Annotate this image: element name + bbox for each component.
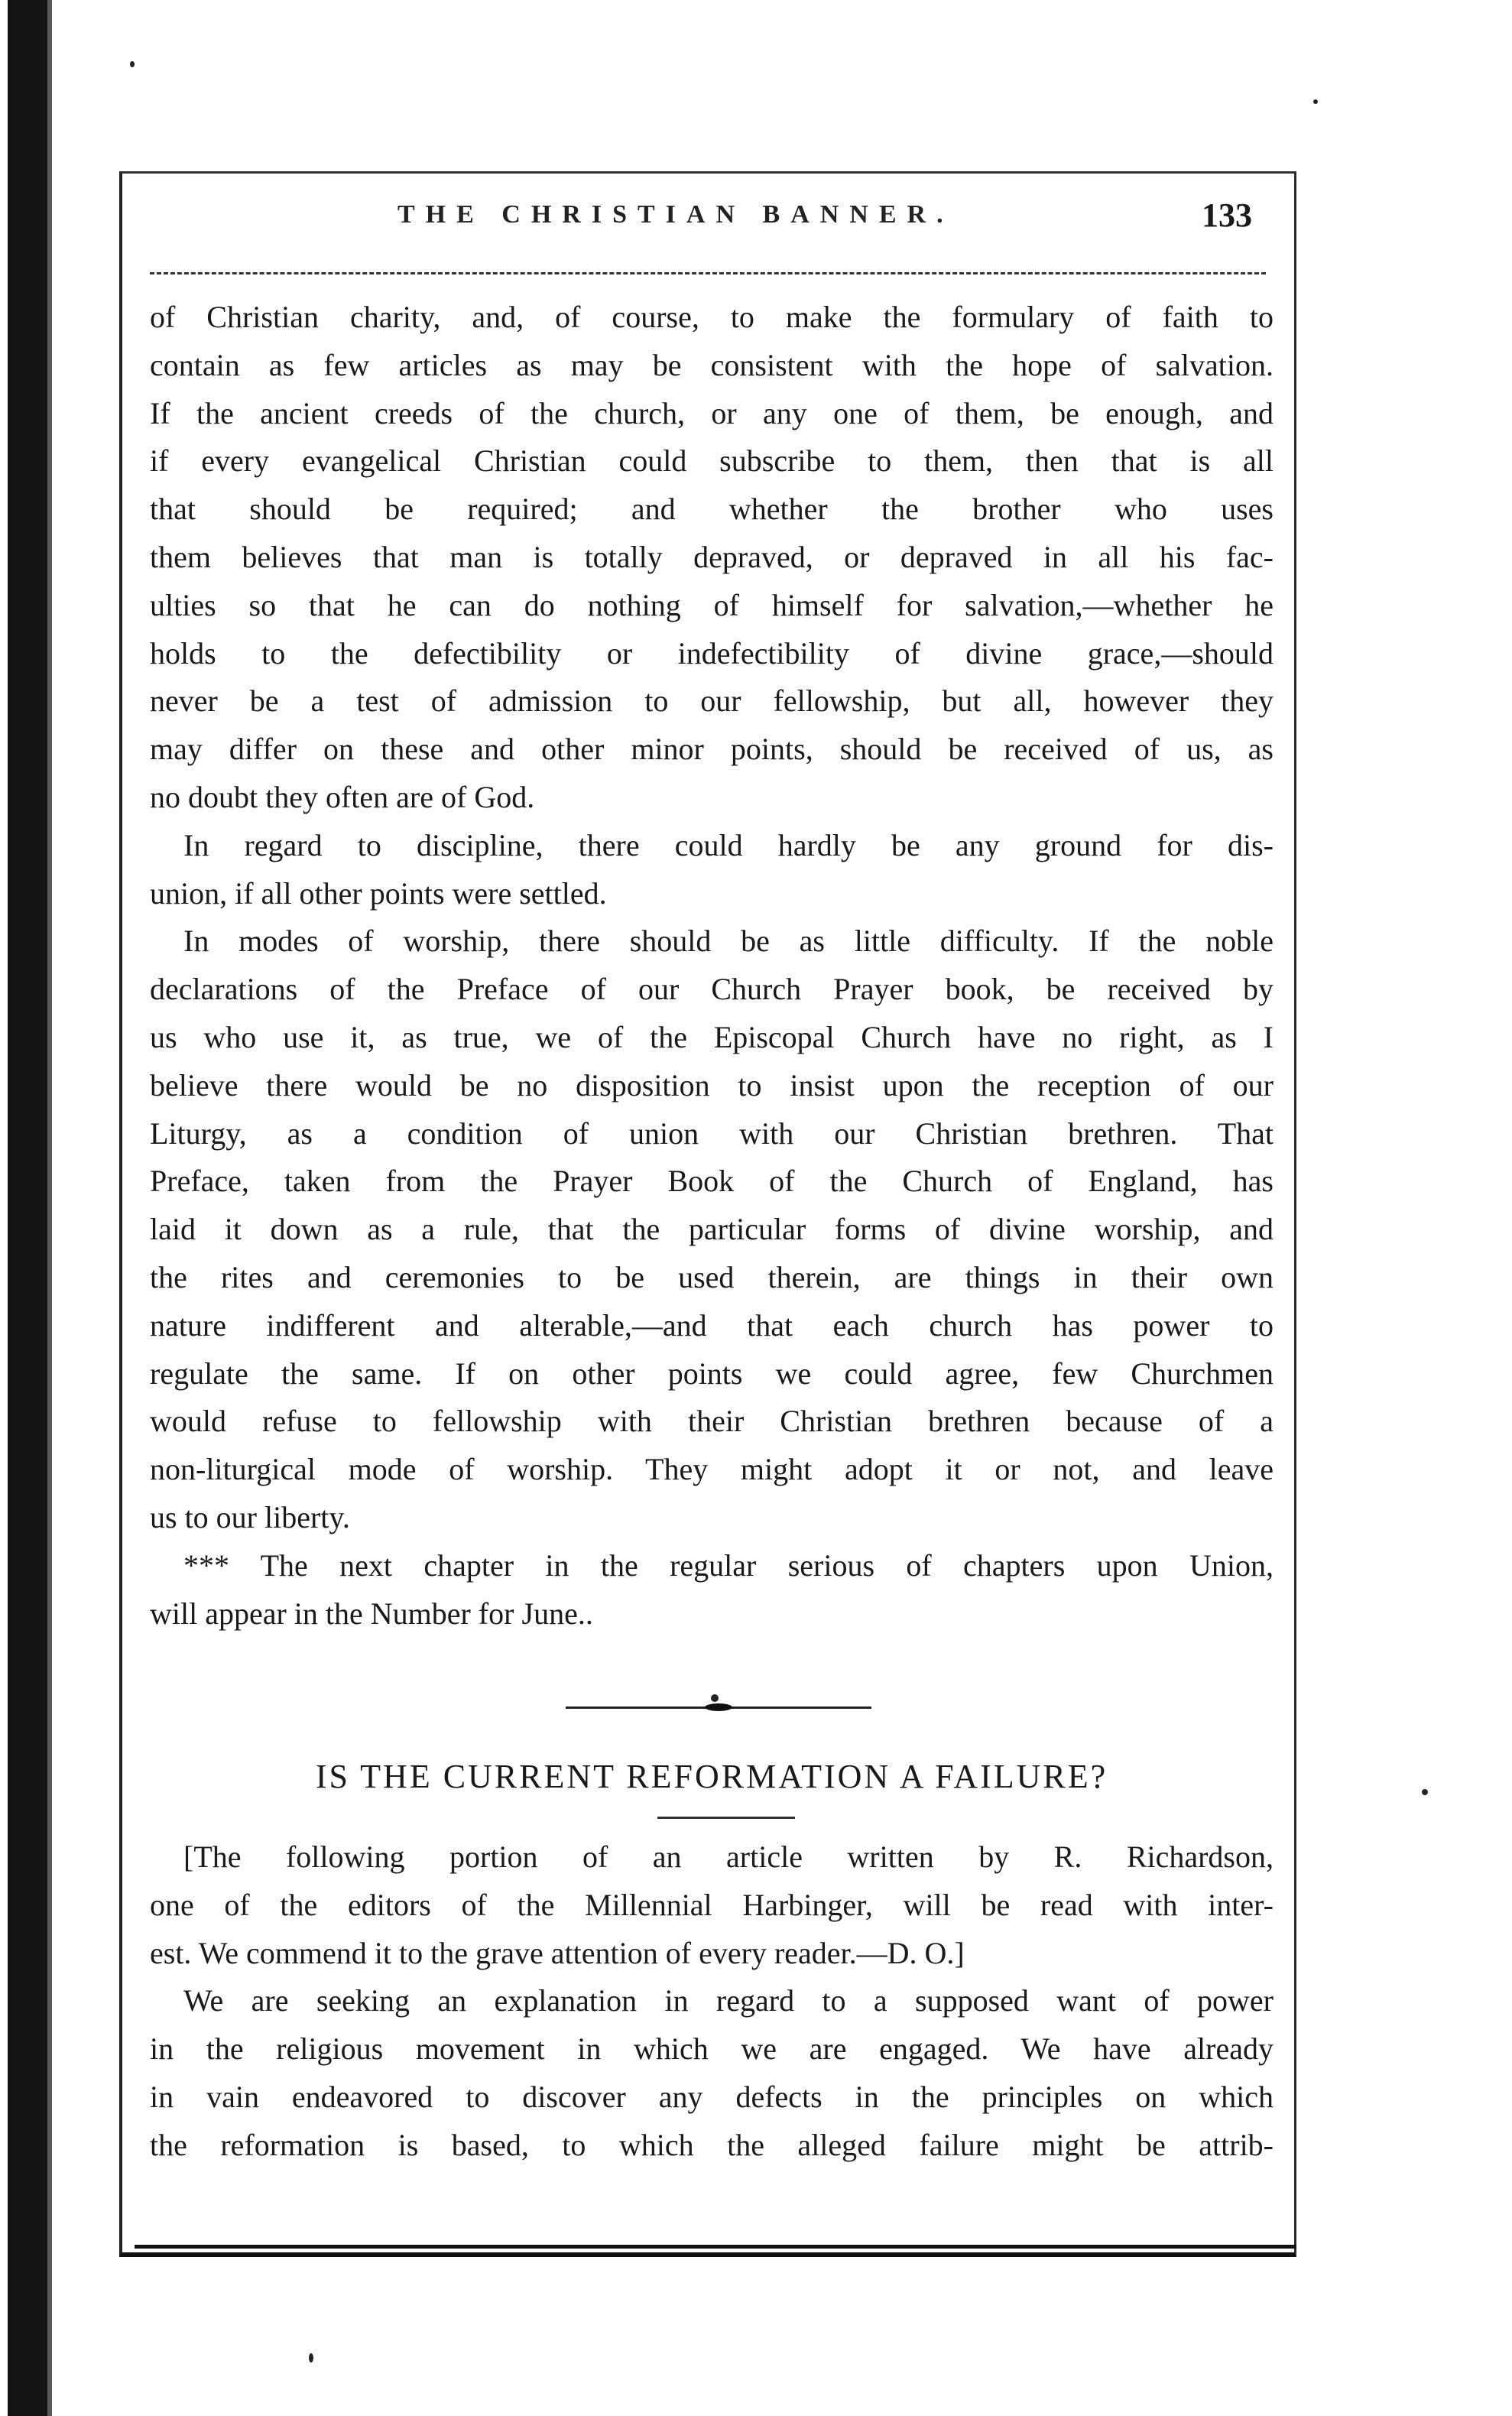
text-line: contain as few articles as may be consistent with the hope of salvation.: [150, 347, 1274, 382]
text-line: never be a test of admission to our fellowship, but all, however they: [150, 684, 1274, 719]
text-line: Liturgy, as a condition of union with our Christian brethren. That: [150, 1115, 1274, 1151]
main-text-block: [150, 294, 1274, 1638]
running-title: THE CHRISTIAN BANNER.: [397, 200, 954, 229]
book-spine-edge: [47, 0, 52, 2416]
page-number: 133: [1202, 196, 1252, 234]
text-line: that should be required; and whether the brother who uses: [150, 492, 1274, 527]
text-line: us to our liberty.: [150, 1499, 350, 1534]
text-line: believe there would be no disposition to insist upon the reception of our: [150, 1067, 1274, 1102]
header-rule: [150, 272, 1266, 274]
text-line: non-liturgical mode of worship. They might adopt it or not, and leave: [150, 1452, 1274, 1487]
article-title: IS THE CURRENT REFORMATION A FAILURE?: [315, 1758, 1108, 1795]
text-line: In regard to discipline, there could hardly be any ground for dis-: [183, 827, 1274, 862]
paragraph-discipline: [150, 822, 1274, 918]
text-line: us who use it, as true, we of the Episcopal Church have no right, as I: [150, 1019, 1274, 1054]
text-line: them believes that man is totally depraved, or depraved in all his fac-: [150, 539, 1274, 574]
text-line: would refuse to fellowship with their Christian brethren because of a: [150, 1404, 1274, 1439]
text-line: if every evangelical Christian could subscribe to them, then that is all: [150, 443, 1274, 479]
text-line: in the religious movement in which we are engaged. We have already: [150, 2031, 1274, 2067]
print-speck: [1422, 1789, 1428, 1795]
divider-ornament: [705, 1703, 732, 1711]
text-line: *** The next chapter in the regular serious of chapters upon Union,: [183, 1547, 1274, 1583]
print-speck: [130, 61, 135, 67]
text-line: may differ on these and other minor points, should be received of us, as: [150, 732, 1274, 767]
section-divider: [566, 1705, 871, 1710]
text-line: regulate the same. If on other points we could agree, few Churchmen: [150, 1356, 1274, 1391]
text-line: If the ancient creeds of the church, or any one of them, be enough, and: [150, 395, 1274, 430]
paragraph-charity: [150, 294, 1274, 822]
text-line: laid it down as a rule, that the particular forms of divine worship, and: [150, 1212, 1274, 1247]
footer-rule: [135, 2245, 1296, 2249]
text-line: Preface, taken from the Prayer Book of the Church of England, has: [150, 1164, 1274, 1199]
text-line: In modes of worship, there should be as little difficulty. If the noble: [183, 924, 1274, 959]
book-spine-shadow: [8, 0, 47, 2416]
text-line: the rites and ceremonies to be used therein, are things in their own: [150, 1259, 1274, 1294]
print-speck: [309, 2353, 313, 2362]
text-line: in vain endeavored to discover any defects in the principles on which: [150, 2079, 1274, 2114]
text-line: union, if all other points were settled.: [150, 875, 607, 911]
text-line: declarations of the Preface of our Church Prayer book, be received by: [150, 972, 1274, 1007]
text-line: [The following portion of an article written by R. Richardson,: [183, 1840, 1274, 1874]
paragraph-worship: [150, 917, 1274, 1541]
article-paragraph: [150, 1977, 1274, 2169]
text-line: no doubt they often are of God.: [150, 779, 535, 814]
article-intro: [150, 1833, 1274, 1977]
text-line: We are seeking an explanation in regard to a supposed want of power: [183, 1983, 1274, 2018]
print-speck: [711, 1694, 719, 1702]
title-rule: [657, 1817, 795, 1819]
article-text-block: [150, 1833, 1274, 2170]
text-line: the reformation is based, to which the alleged failure might be attrib-: [150, 2127, 1274, 2162]
text-line: will appear in the Number for June..: [150, 1596, 593, 1631]
text-line: of Christian charity, and, of course, to make the formulary of faith to: [150, 300, 1274, 334]
print-speck: [1313, 99, 1318, 104]
text-line: ulties so that he can do nothing of himself for salvation,—whether he: [150, 587, 1274, 622]
text-line: est. We commend it to the grave attention of every reader.—D. O.]: [150, 1935, 965, 1970]
text-line: holds to the defectibility or indefectibility of divine grace,—should: [150, 635, 1274, 671]
text-line: one of the editors of the Millennial Harbinger, will be read with inter-: [150, 1887, 1274, 1922]
editorial-note: [150, 1542, 1274, 1638]
text-line: nature indifferent and alterable,—and that each church has power to: [150, 1307, 1274, 1343]
